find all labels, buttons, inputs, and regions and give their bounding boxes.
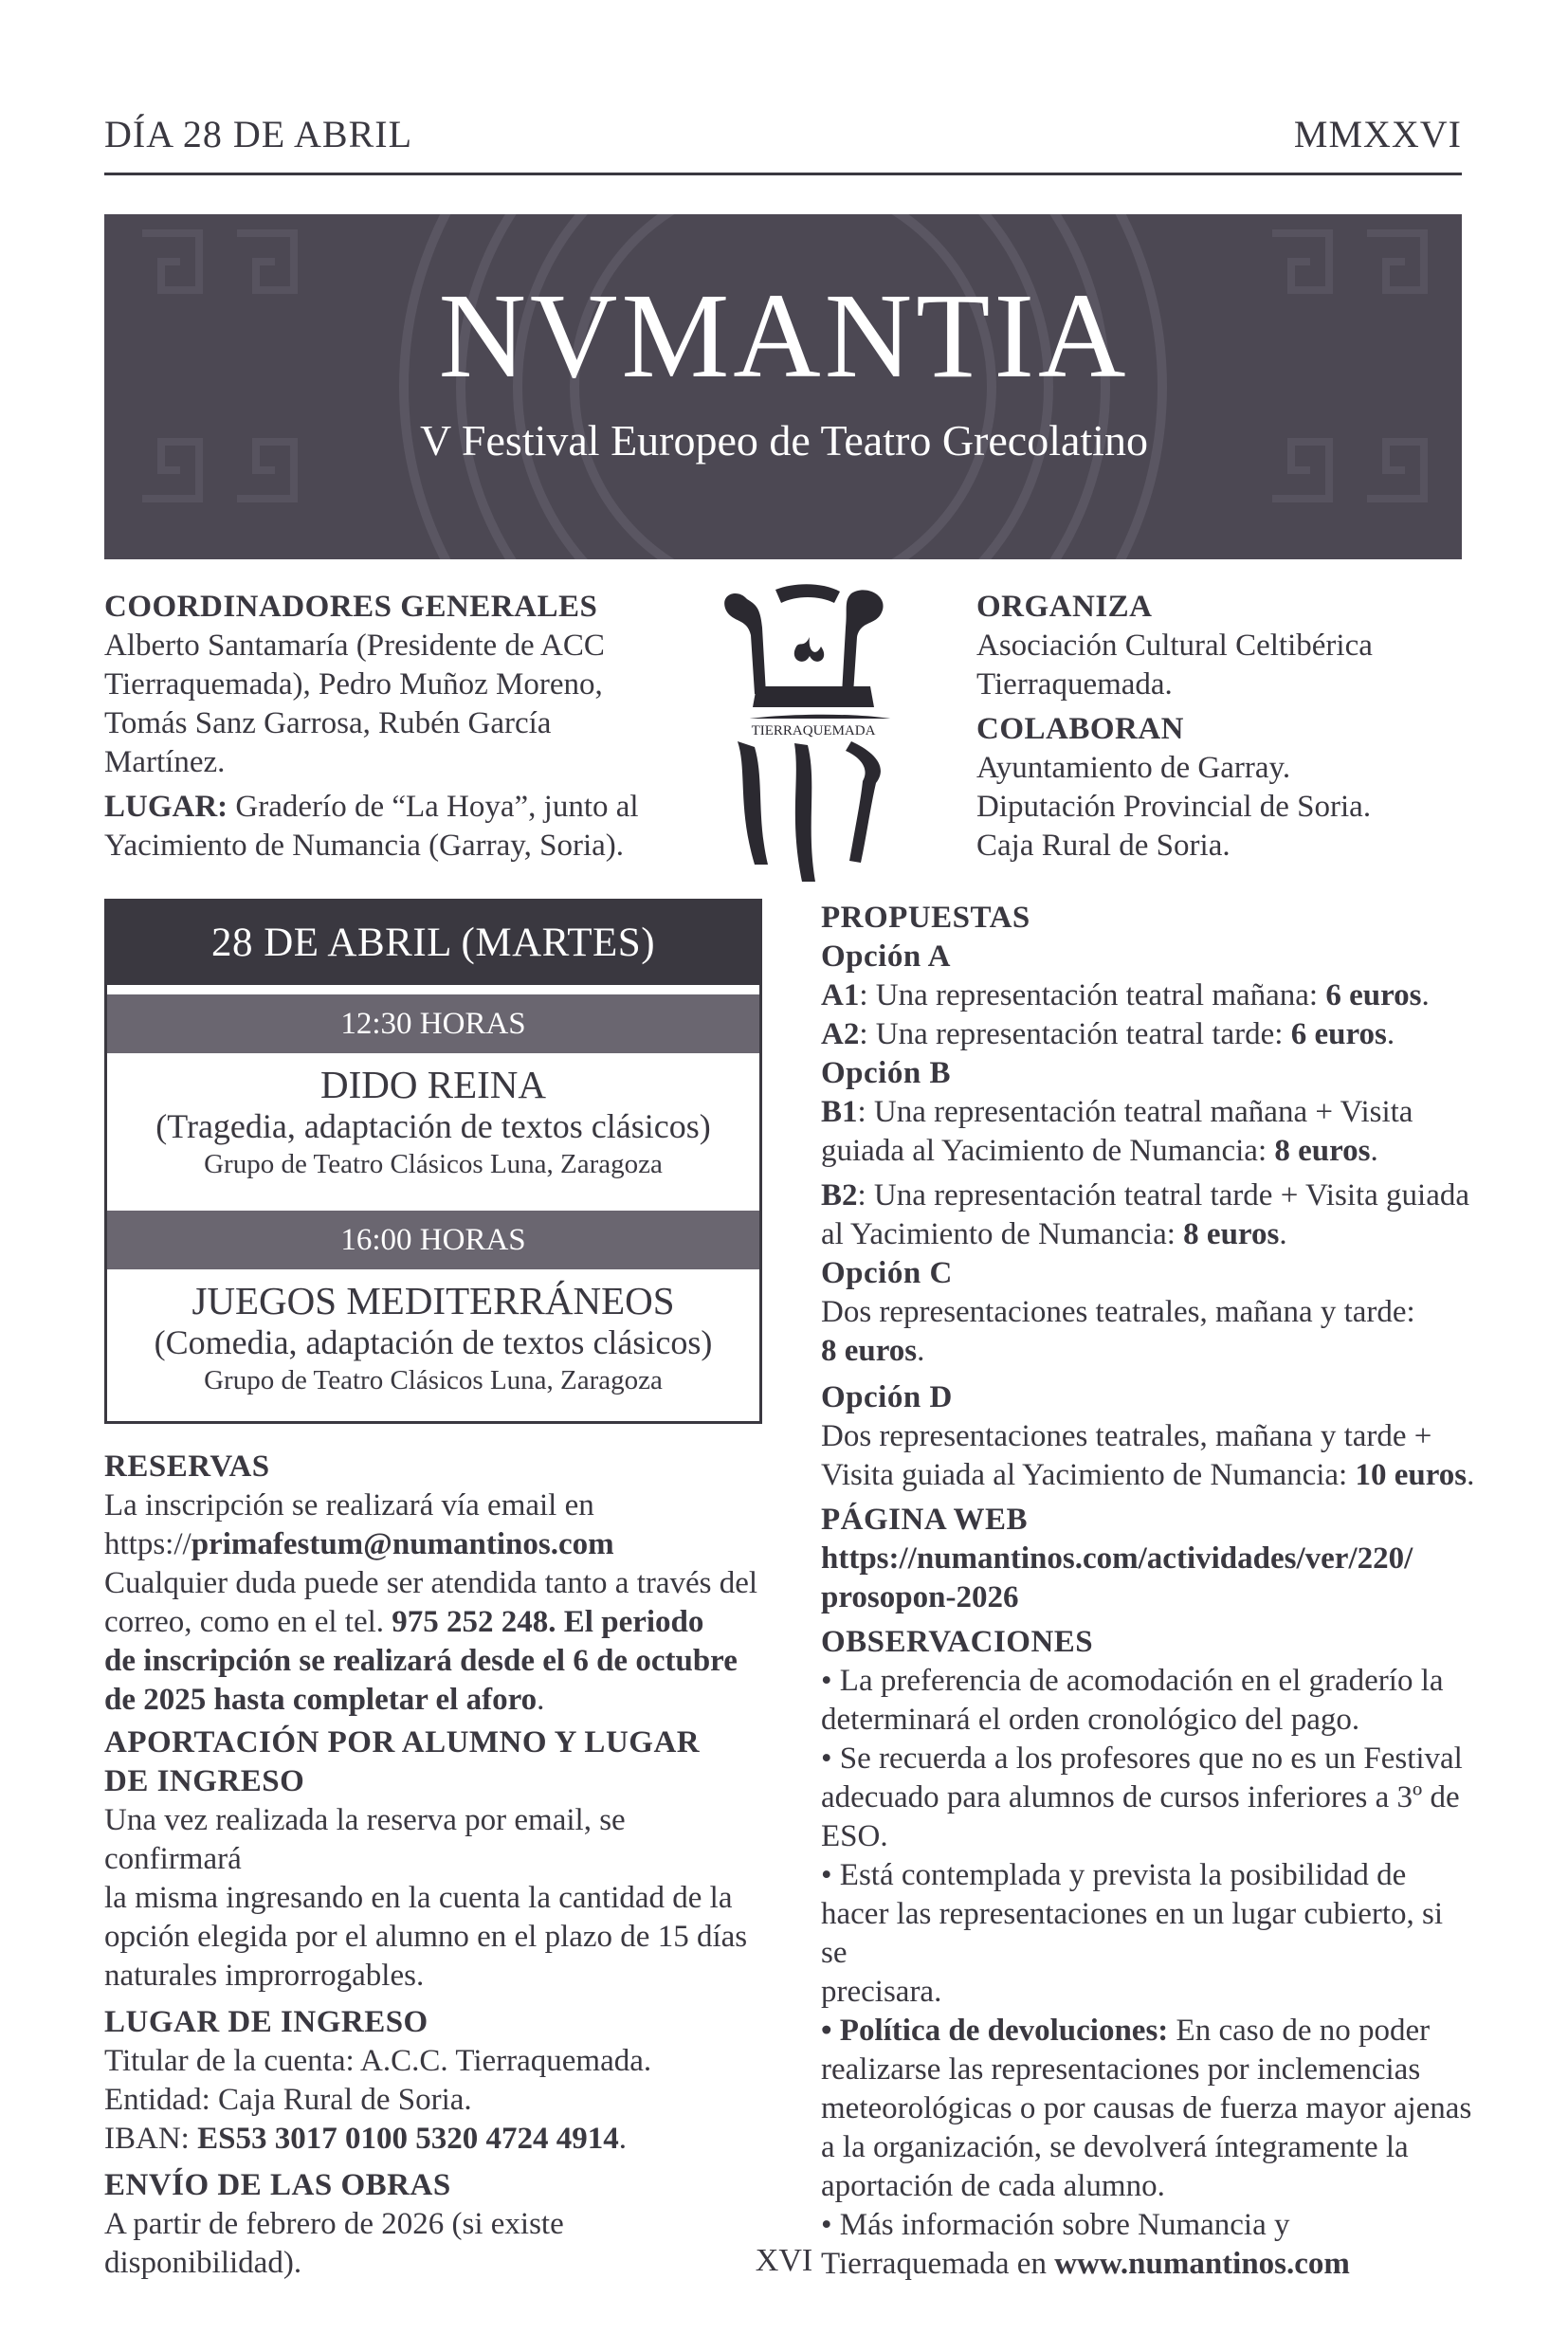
b2-price: 8 euros xyxy=(1183,1217,1280,1251)
tierraquemada-logo xyxy=(709,580,918,885)
play-1 xyxy=(107,1053,759,1211)
ingreso-holder: Titular de la cuenta: A.C.C. Tierraquemada. xyxy=(104,2044,652,2078)
obs-line: a la organización, se devolverá íntegramente la xyxy=(821,2130,1409,2164)
coordinators-line: Tomás Sanz Garrosa, Rubén García xyxy=(104,706,552,740)
b1-price: 8 euros xyxy=(1274,1134,1371,1168)
obs-line: determinará el orden cronológico del pago. xyxy=(821,1703,1360,1737)
aportacion-line: opción elegida por el alumno en el plazo de 15 días xyxy=(104,1920,748,1954)
obs-line: ESO. xyxy=(821,1819,888,1853)
coordinators-heading: COORDINADORES GENERALES xyxy=(104,590,598,624)
place-line xyxy=(104,788,692,827)
iban-label: IBAN: xyxy=(104,2122,198,2156)
coordinators-line: Martínez. xyxy=(104,745,226,779)
a1-text: : Una representación teatral mañana: xyxy=(859,978,1326,1012)
iban-value: ES53 3017 0100 5320 4724 4914 xyxy=(197,2122,619,2156)
a2-label: A2 xyxy=(821,1017,860,1051)
obs-line: • Se recuerda a los profesores que no es un Festival xyxy=(821,1741,1463,1776)
option-d-text: Dos representaciones teatrales, mañana y tarde + xyxy=(821,1419,1432,1453)
envio-heading: ENVÍO DE LAS OBRAS xyxy=(104,2168,451,2202)
b2-text: : Una representación teatral tarde + Visita guiada xyxy=(857,1178,1470,1212)
option-b2-line2: al Yacimiento de Numancia: 8 euros. xyxy=(821,1217,1287,1251)
obs-line: aportación de cada alumno. xyxy=(821,2169,1165,2203)
colaboran-line: Ayuntamiento de Garray. xyxy=(976,751,1291,785)
option-b1-line2: guiada al Yacimiento de Numancia: 8 euros. xyxy=(821,1134,1378,1168)
obs-line: realizarse las representaciones por inclemencias xyxy=(821,2052,1421,2087)
option-b-heading: Opción B xyxy=(821,1056,951,1090)
a2-text: : Una representación teatral tarde: xyxy=(859,1017,1291,1051)
obs-line: • La preferencia de acomodación en el graderío la xyxy=(821,1664,1444,1698)
banner-title: NVMANTIA xyxy=(438,268,1130,403)
period-text-2: de 2025 hasta completar el aforo xyxy=(104,1683,538,1717)
reservas-email-line xyxy=(104,1525,768,1564)
obs-line: • Más información sobre Numancia y xyxy=(821,2208,1290,2242)
a1-price: 6 euros xyxy=(1325,978,1422,1012)
envio-line: A partir de febrero de 2026 (si existe disponibilidad). xyxy=(104,2207,564,2280)
reservas-line: Cualquier duda puede ser atendida tanto a través del xyxy=(104,1566,758,1600)
header-year: MMXXVI xyxy=(1293,113,1462,155)
obs-line: meteorológicas o por causas de fuerza mayor ajenas xyxy=(821,2091,1472,2125)
obs-refund-line xyxy=(821,2012,1475,2051)
reservas-phone-line xyxy=(104,1603,768,1642)
organiza-heading: ORGANIZA xyxy=(976,590,1153,624)
option-d-line2: Visita guiada al Yacimiento de Numancia: 10 euros. xyxy=(821,1458,1475,1492)
b2-text-2: al Yacimiento de Numancia: xyxy=(821,1217,1184,1251)
ingreso-iban xyxy=(104,2120,768,2159)
option-c-price-line: 8 euros. xyxy=(821,1334,925,1368)
more-info-prefix: Tierraquemada en xyxy=(821,2247,1055,2281)
phone-prefix: correo, como en el tel. xyxy=(104,1605,392,1639)
period-text: de inscripción se realizará desde el 6 de octubre xyxy=(104,1644,738,1678)
a1-label: A1 xyxy=(821,978,860,1012)
b2-label: B2 xyxy=(821,1178,858,1212)
email-address[interactable]: primafestum@numantinos.com xyxy=(191,1527,614,1561)
right-column xyxy=(821,899,1475,2284)
web-link-2[interactable] xyxy=(821,1578,1475,1617)
colaboran-heading: COLABORAN xyxy=(976,712,1185,746)
aportacion-heading-2: DE INGRESO xyxy=(104,1764,305,1798)
phone-number: 975 252 248. El periodo xyxy=(392,1605,704,1639)
play-2-group: Grupo de Teatro Clásicos Luna, Zaragoza xyxy=(204,1365,663,1395)
reservas-line: La inscripción se realizará vía email en xyxy=(104,1488,594,1522)
page-header xyxy=(104,112,1462,156)
web-heading: PÁGINA WEB xyxy=(821,1503,1029,1537)
play-1-title: DIDO REINA xyxy=(320,1063,546,1106)
coordinators-line: Tierraquemada), Pedro Muñoz Moreno, xyxy=(104,667,603,702)
b1-text-2: guiada al Yacimiento de Numancia: xyxy=(821,1134,1275,1168)
left-column xyxy=(104,1448,768,2283)
obs-line: adecuado para alumnos de cursos inferiores a 3º de xyxy=(821,1780,1460,1814)
more-info-link[interactable]: www.numantinos.com xyxy=(1054,2247,1350,2281)
reservas-period-line xyxy=(104,1642,768,1681)
aportacion-line: naturales improrrogables. xyxy=(104,1959,425,1993)
play-2-title: JUEGOS MEDITERRÁNEOS xyxy=(191,1279,675,1322)
play-2 xyxy=(107,1269,759,1398)
banner-subtitle: V Festival Europeo de Teatro Grecolatino xyxy=(420,416,1148,465)
play-2-genre: (Comedia, adaptación de textos clásicos) xyxy=(154,1323,713,1361)
option-a1: A1: Una representación teatral mañana: 6 euros. xyxy=(821,978,1430,1012)
option-a-heading: Opción A xyxy=(821,939,951,974)
option-a2: A2: Una representación teatral tarde: 6 euros. xyxy=(821,1017,1395,1051)
email-prefix: https:// xyxy=(104,1527,191,1561)
aportacion-heading: APORTACIÓN POR ALUMNO Y LUGAR xyxy=(104,1725,701,1759)
play-1-group: Grupo de Teatro Clásicos Luna, Zaragoza xyxy=(204,1149,663,1179)
reservas-period-line-2 xyxy=(104,1681,768,1720)
option-b2 xyxy=(821,1176,1475,1215)
logo-label: TIERRAQUEMADA xyxy=(751,723,876,738)
organiza-line: Asociación Cultural Celtibérica xyxy=(976,629,1373,663)
option-c-text: Dos representaciones teatrales, mañana y tarde: xyxy=(821,1295,1415,1329)
schedule-time-2: 16:00 HORAS xyxy=(107,1211,759,1269)
play-1-genre: (Tragedia, adaptación de textos clásicos) xyxy=(155,1107,711,1145)
ingreso-heading: LUGAR DE INGRESO xyxy=(104,2005,428,2039)
option-b1 xyxy=(821,1093,1475,1132)
obs-line: hacer las representaciones en un lugar cubierto, si se xyxy=(821,1897,1444,1970)
place-text: Graderío de “La Hoya”, junto al xyxy=(228,790,639,824)
refund-text: En caso de no poder xyxy=(1168,2014,1431,2048)
schedule-box xyxy=(104,899,762,1424)
schedule-day: 28 DE ABRIL (MARTES) xyxy=(107,902,759,985)
period-end: . xyxy=(537,1683,545,1717)
propuestas-heading: PROPUESTAS xyxy=(821,901,1030,935)
b1-text: : Una representación teatral mañana + Visita xyxy=(857,1095,1413,1129)
option-d-heading: Opción D xyxy=(821,1380,953,1414)
web-link[interactable] xyxy=(821,1540,1475,1578)
colaboran-line: Diputación Provincial de Soria. xyxy=(976,790,1372,824)
organiza-line: Tierraquemada. xyxy=(976,667,1173,702)
place-label: LUGAR: xyxy=(104,790,228,824)
web-url-2[interactable]: prosopon-2026 xyxy=(821,1580,1019,1614)
refund-label: • Política de devoluciones: xyxy=(821,2014,1169,2048)
organizers-section xyxy=(976,588,1469,866)
header-rule xyxy=(104,173,1462,175)
schedule-time-1: 12:30 HORAS xyxy=(107,994,759,1053)
web-url-1[interactable]: https://numantinos.com/actividades/ver/220/ xyxy=(821,1541,1413,1576)
coordinators-line: Alberto Santamaría (Presidente de ACC xyxy=(104,629,605,663)
obs-line: precisara. xyxy=(821,1975,942,2009)
b1-label: B1 xyxy=(821,1095,858,1129)
option-c-heading: Opción C xyxy=(821,1256,953,1290)
reservas-heading: RESERVAS xyxy=(104,1449,270,1484)
place-line-2: Yacimiento de Numancia (Garray, Soria). xyxy=(104,829,624,863)
observaciones-heading: OBSERVACIONES xyxy=(821,1625,1094,1659)
d-text-2: Visita guiada al Yacimiento de Numancia: xyxy=(821,1458,1356,1492)
ingreso-bank: Entidad: Caja Rural de Soria. xyxy=(104,2083,472,2117)
obs-line: • Está contemplada y prevista la posibilidad de xyxy=(821,1858,1407,1892)
coordinators-section xyxy=(104,588,692,866)
page-number: XVI xyxy=(755,2243,813,2278)
aportacion-line: Una vez realizada la reserva por email, se confirmará xyxy=(104,1803,626,1876)
header-day: DÍA 28 DE ABRIL xyxy=(104,113,412,155)
a2-price: 6 euros xyxy=(1290,1017,1387,1051)
c-price: 8 euros xyxy=(821,1334,918,1368)
colaboran-line: Caja Rural de Soria. xyxy=(976,829,1231,863)
iban-end: . xyxy=(618,2122,627,2156)
aportacion-line: la misma ingresando en la cuenta la cantidad de la xyxy=(104,1881,733,1915)
d-price: 10 euros xyxy=(1355,1458,1468,1492)
